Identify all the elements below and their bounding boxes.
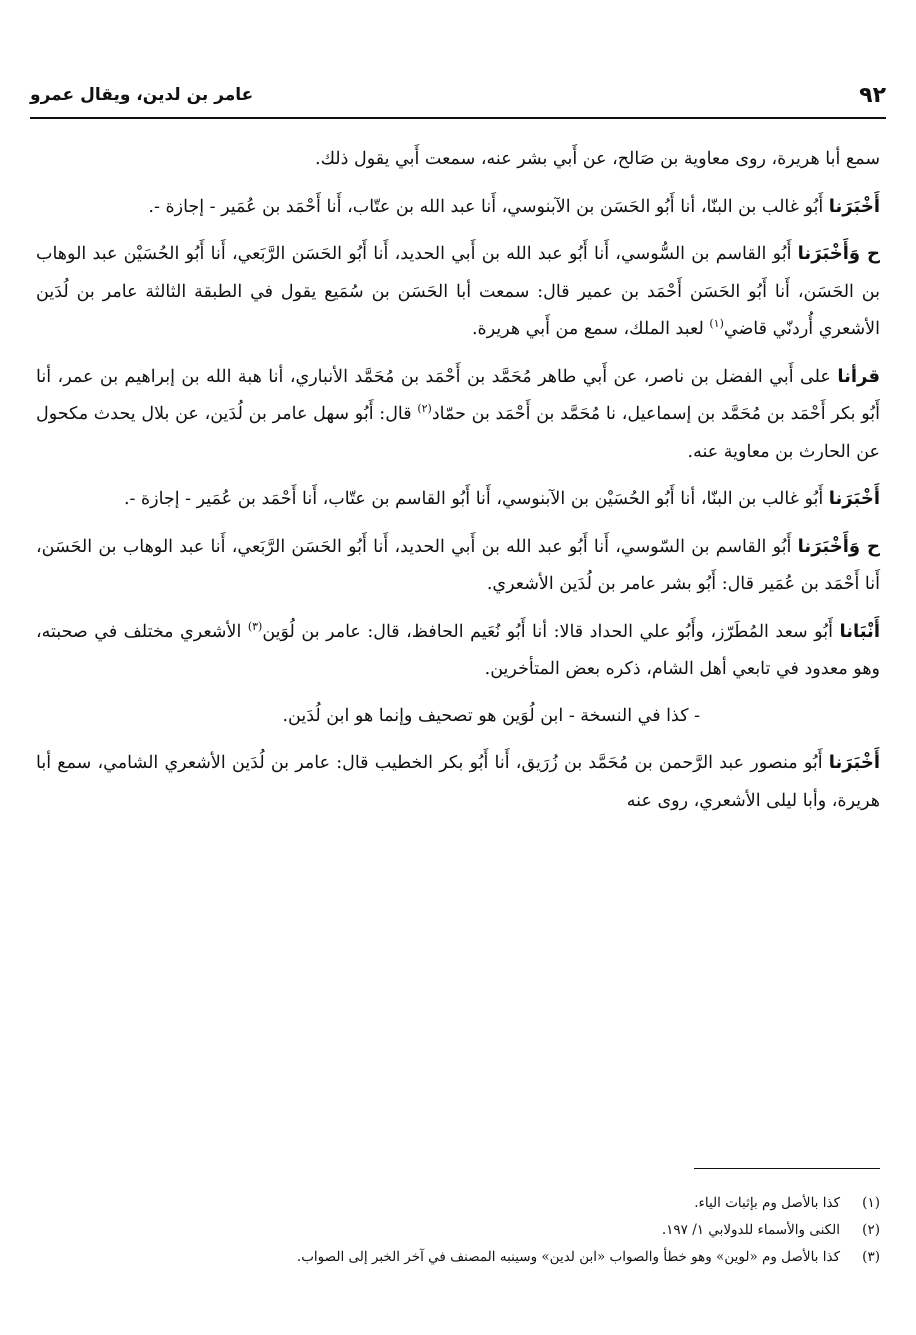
paragraph-3 [36,235,880,349]
paragraph-lead: ح وَأَخْبَرَنا [797,243,880,264]
paragraph-lead: أَنْبَانا [839,620,880,642]
paragraph-6 [36,528,880,604]
paragraph-text: على أَبي الفضل بن ناصر، عن أَبي طاهر مُحَمَّد بن أَحْمَد بن مُحَمَّد الأنباري، أنا هبة الله بن إبراهيم بن عمر، أنا أَبُو بكر أَحْمَد بن مُحَمَّد بن إسماعيل، نا مُحَمَّد بن أَحْمَد بن حمّاد [36,366,880,424]
footnote-text: كذا بالأصل وم «لوين» وهو خطأ والصواب «ابن لدين» وسينبه المصنف في آخر الخبر إلى الصواب. [296,1249,840,1265]
footnote-text: الكنى والأسماء للدولابي ١/ ١٩٧. [661,1222,840,1238]
paragraph-9 [36,744,880,820]
page-header [30,78,886,112]
paragraph-5 [36,480,880,519]
paragraph-text: أَبُو غالب بن البنّا، أنا أَبُو الحُسَيْن بن الآبنوسي، أَنا أَبُو القاسم بن عتّاب، أَنا أَحْمَد بن عُمَير - إجازة -. [123,489,829,509]
footnote-number: (١) [862,1195,880,1211]
footnote-2 [36,1217,880,1244]
paragraph-4 [36,358,880,472]
paragraph-text: أَبُو القاسم بن السُّوسي، أَنا أَبُو عبد الله بن أَبي الحديد، أَنا أَبُو الحَسَن الرَّبَعي، أَنا أَبُو الحُسَيْن عبد الوهاب بن الحَسَن، أَنا أَبُو الحَسَن أَحْمَد بن عمير قال: سمعت أبا الحَسَن بن سُمَيع يقول في الطبقة الثالثة عامر بن لُدَين الأشعري أُردنّي قاضي [36,244,880,339]
paragraph-text: أَبُو سعد المُطَرّز، وأَبُو علي الحداد قالا: أنا أَبُو نُعَيم الحافظ، قال: عامر بن لُوَين [262,621,840,642]
footnote-number: (٢) [862,1222,880,1238]
paragraph-7 [36,613,880,689]
footnote-text: كذا بالأصل وم بإثبات الياء. [694,1195,840,1211]
paragraph-tail: الأشعري مختلف في صحبته، وهو معدود في تابعي أهل الشام، ذكره بعض المتأخرين. [36,621,880,679]
paragraph-lead: أَخْبَرَنا [828,752,880,773]
main-text [36,140,880,829]
footnote-1 [36,1190,880,1217]
paragraph-lead: أَخْبَرَنا [828,195,880,217]
paragraph-text: أَبُو منصور عبد الرَّحمن بن مُحَمَّد بن زُرَيق، أَنا أَبُو بكر الخطيب قال: عامر بن لُدَين الأشعري الشامي، سمع أبا هريرة، وأبا ليلى الأشعري، روى عنه [36,753,880,811]
paragraph-1 [36,140,880,179]
footnote-number: (٣) [862,1249,880,1265]
paragraph-text: سمع أبا هريرة، روى معاوية بن صَالح، عن أَبي بشر عنه، سمعت أَبي يقول ذلك. [315,149,880,169]
header-rule [30,117,886,119]
paragraph-tail: قال: أَبُو سهل عامر بن لُدَين، عن بلال يحدث مكحول عن الحارث بن معاوية عنه. [36,404,880,462]
paragraph-2 [36,188,880,227]
paragraph-text: - كذا في النسخة - ابن لُوَين هو تصحيف وإنما هو ابن لُدَين. [282,705,700,726]
page-number: ٩٢ [859,82,886,108]
footnote-3 [36,1244,880,1271]
footnotes [36,1190,880,1271]
paragraph-tail: لعبد الملك، سمع من أَبي هريرة. [471,319,710,339]
footnote-ref: (٣) [247,619,263,633]
footnote-rule [694,1168,880,1169]
footnote-ref: (٢) [417,402,432,416]
paragraph-text: أَبُو غالب بن البنّا، أنا أَبُو الحَسَن بن الآبنوسي، أَنا عبد الله بن عتّاب، أَنا أَحْمَد بن عُمَير - إجازة -. [148,196,829,217]
paragraph-lead: قرأنا [837,365,880,387]
running-head: عامر بن لدين، ويقال عمرو [30,85,254,105]
paragraph-8 [36,698,880,736]
paragraph-lead: أَخْبَرَنا [828,488,880,509]
paragraph-lead: ح وَأَخْبَرَنا [797,535,880,557]
paragraph-text: أَبُو القاسم بن السّوسي، أَنا أَبُو عبد الله بن أَبي الحديد، أَنا أَبُو الحَسَن الرَّبَعي، أَنا عبد الوهاب بن الحَسَن، أَنا أَحْمَد بن عُمَير قال: أَبُو بشر عامر بن لُدَين الأشعري. [36,536,880,594]
footnote-ref: (١) [709,317,724,331]
